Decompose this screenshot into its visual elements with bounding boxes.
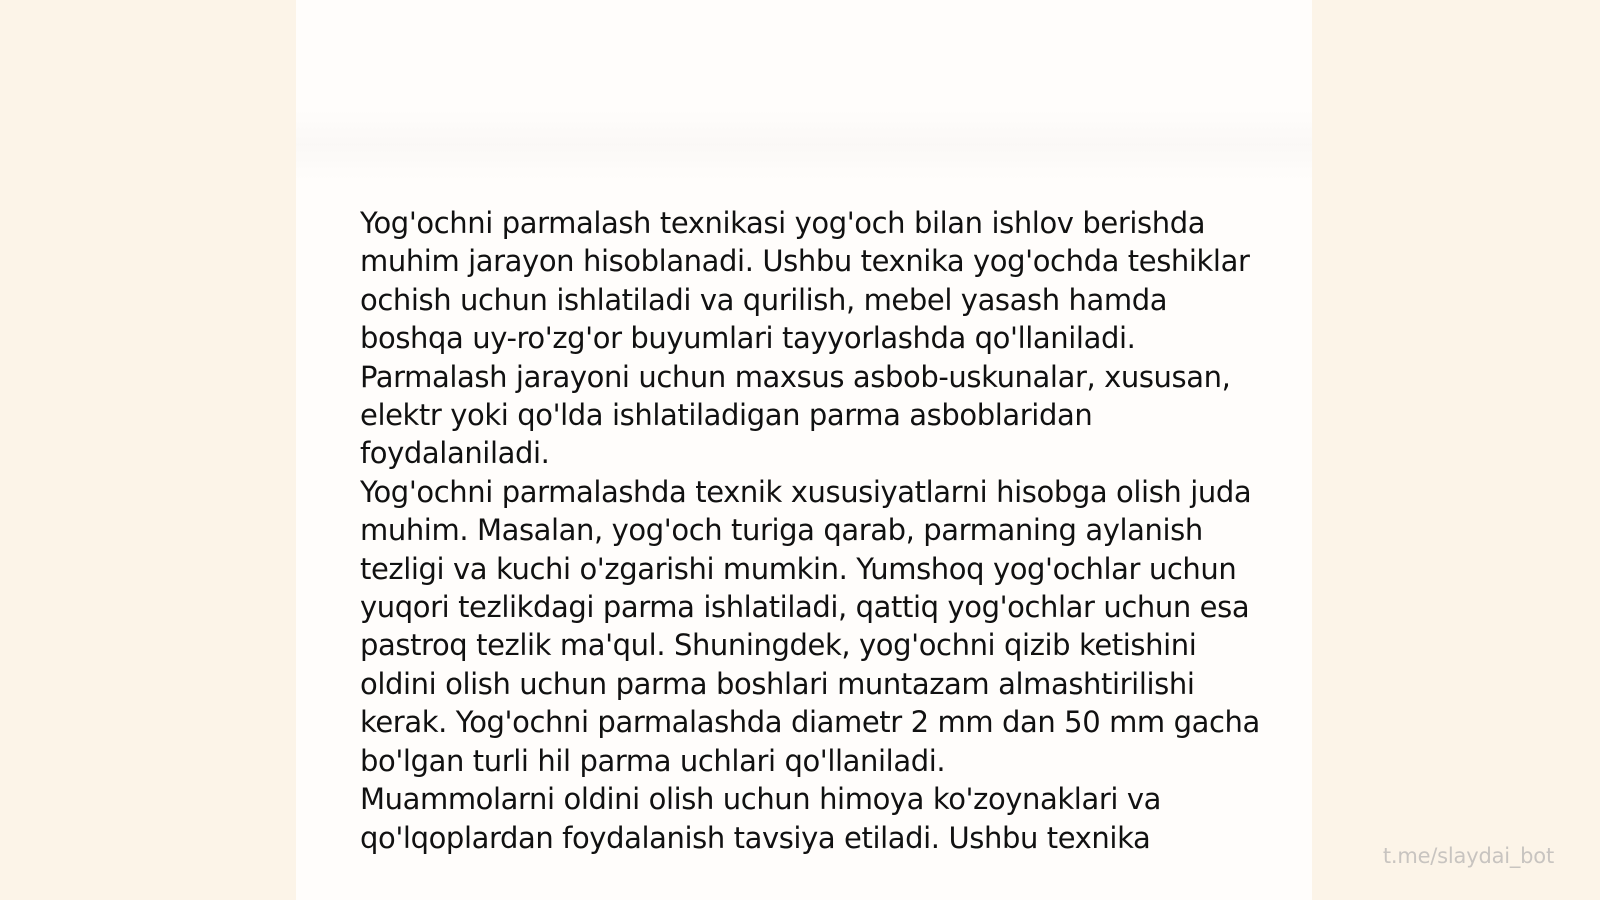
slide-body-text <box>360 204 1260 857</box>
watermark-text: t.me/slaydai_bot <box>1382 844 1554 868</box>
paragraph-3: Muammolarni oldini olish uchun himoya ko'zoynaklari va qo'lqoplardan foydalanish tavsiya etiladi. Ushbu texnika <box>360 782 1161 855</box>
paragraph-1: Yog'ochni parmalash texnikasi yog'och bilan ishlov berishda muhim jarayon hisoblanadi. Ushbu texnika yog'ochda teshiklar ochish uchun ishlatiladi va qurilish, mebel yasash hamda boshqa uy-ro'zg'or buyumlari tayyorlashda qo'llaniladi. Parmalash jarayoni uchun maxsus asbob-uskunalar, xususan, elektr yoki qo'lda ishlatiladigan parma asboblaridan foydalaniladi. <box>360 206 1250 471</box>
header-fade <box>296 110 1312 180</box>
slide-page <box>296 0 1312 900</box>
paragraph-2: Yog'ochni parmalashda texnik xususiyatlarni hisobga olish juda muhim. Masalan, yog'och turiga qarab, parmaning aylanish tezligi va kuchi o'zgarishi mumkin. Yumshoq yog'ochlar uchun yuqori tezlikdagi parma ishlatiladi, qattiq yog'ochlar uchun esa pastroq tezlik ma'qul. Shuningdek, yog'ochni qizib ketishini oldini olish uchun parma boshlari muntazam almashtirilishi kerak. Yog'ochni parmalashda diametr 2 mm dan 50 mm gacha bo'lgan turli hil parma uchlari qo'llaniladi. <box>360 474 1260 778</box>
